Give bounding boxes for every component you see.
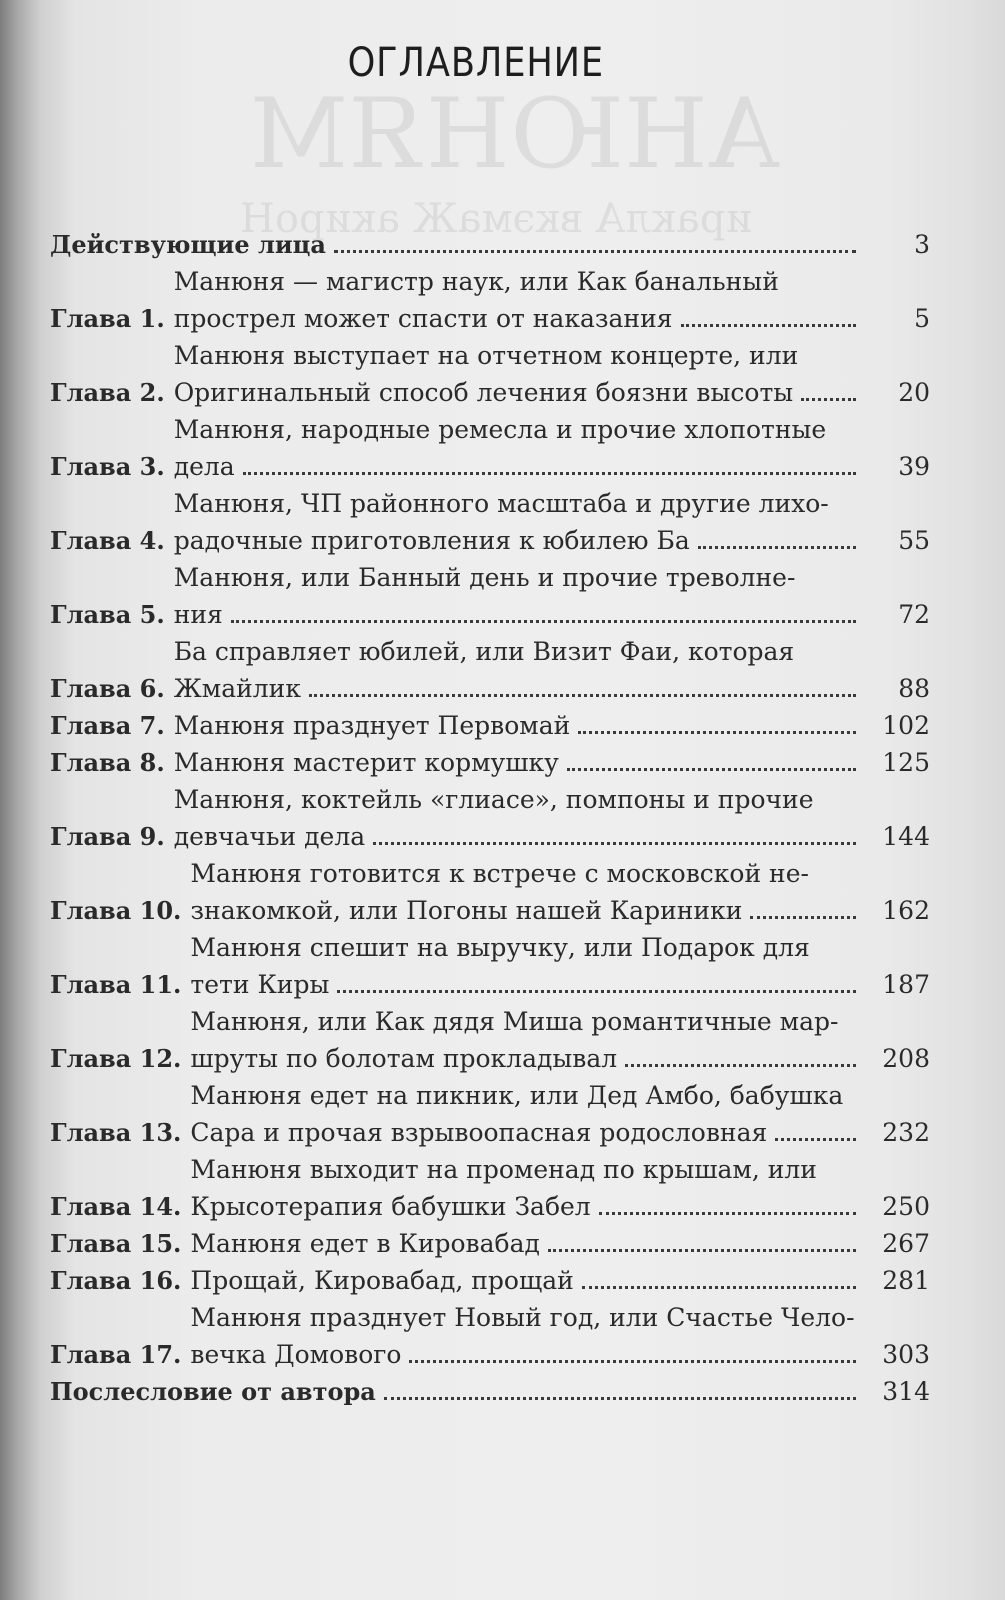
page-number: 267 (882, 1229, 930, 1258)
entry-title-line: Действующие лица (50, 230, 326, 259)
entry-title-line: шруты по болотам прокладывал (190, 1044, 618, 1073)
entry-title-line: Манюня, или Банный день и прочие треволне- (173, 563, 796, 592)
page-number: 208 (882, 1044, 930, 1073)
entry-title-line: ния (173, 600, 223, 629)
entry-title-line: Крысотерапия бабушки Забел (190, 1192, 591, 1221)
entry-title-line: Манюня мастерит кормушку (173, 748, 559, 777)
entry-title-line: Ба справляет юбилей, или Визит Фаи, которая (173, 637, 795, 666)
entry-title-line: Манюня, или Как дядя Миша романтичные мар- (190, 1007, 839, 1036)
toc-entry (50, 226, 930, 263)
page-number: 281 (882, 1266, 930, 1295)
chapter-number: Глава 10. (50, 896, 182, 925)
entry-title-line: Манюня, коктейль «глиасе», помпоны и прочие (173, 785, 814, 814)
toc-entry (50, 855, 930, 929)
dot-leader (625, 1064, 856, 1067)
entry-title-line: Манюня празднует Первомай (173, 711, 571, 740)
entry-title-line: Манюня готовится к встрече с московской не- (190, 859, 809, 888)
page-number: 314 (882, 1377, 930, 1406)
toc-entry (50, 1225, 930, 1262)
chapter-number: Глава 8. (50, 748, 165, 777)
chapter-number: Глава 16. (50, 1266, 182, 1295)
table-of-contents (50, 226, 930, 1410)
chapter-number: Глава 17. (50, 1340, 182, 1369)
chapter-number: Глава 15. (50, 1229, 182, 1258)
toc-entry (50, 929, 930, 1003)
entry-title-line: Жмайлик (173, 674, 301, 703)
page-number: 303 (882, 1340, 930, 1369)
toc-entry (50, 744, 930, 781)
chapter-number: Глава 14. (50, 1192, 182, 1221)
toc-entry (50, 1373, 930, 1410)
page-number: 88 (898, 674, 930, 703)
dot-leader (373, 842, 856, 845)
entry-title-line: знакомкой, или Погоны нашей Кариники (190, 896, 743, 925)
toc-entry (50, 707, 930, 744)
dot-leader (681, 324, 856, 327)
chapter-number: Глава 2. (50, 378, 165, 407)
page-number: 102 (882, 711, 930, 740)
entry-title-line: вечка Домового (190, 1340, 402, 1369)
chapter-number: Глава 4. (50, 526, 165, 555)
page-number: 20 (898, 378, 930, 407)
dot-leader (334, 250, 856, 253)
page-number: 232 (882, 1118, 930, 1147)
show-through-small: ираклА вкэмаЖ акироН (240, 196, 753, 242)
dot-leader (582, 1286, 856, 1289)
page-number: 55 (898, 526, 930, 555)
dot-leader (409, 1360, 856, 1363)
toc-entry (50, 1262, 930, 1299)
entry-title-line: Манюня, народные ремесла и прочие хлопотные (173, 415, 827, 444)
entry-title-line: Манюня выходит на променад по крышам, или (190, 1155, 817, 1184)
entry-title-line: Прощай, Кировабад, прощай (190, 1266, 574, 1295)
entry-title-line: радочные приготовления к юбилею Ба (173, 526, 690, 555)
dot-leader (243, 472, 856, 475)
page-number: 187 (882, 970, 930, 999)
entry-title-line: Манюня едет на пикник, или Дед Амбо, бабушка (190, 1081, 844, 1110)
dot-leader (599, 1212, 856, 1215)
entry-title-line: девчачьи дела (173, 822, 366, 851)
chapter-number: Глава 9. (50, 822, 165, 851)
dot-leader (384, 1397, 856, 1400)
page-number: 250 (882, 1192, 930, 1221)
page-number: 72 (898, 600, 930, 629)
entry-title-line: Манюня спешит на выручку, или Подарок для (190, 933, 810, 962)
toc-entry (50, 485, 930, 559)
toc-entry (50, 559, 930, 633)
dot-leader (698, 546, 856, 549)
chapter-number: Глава 13. (50, 1118, 182, 1147)
entry-title-line: Манюня празднует Новый год, или Счастье Чело- (190, 1303, 855, 1332)
page-number: 39 (898, 452, 930, 481)
entry-title-line: прострел может спасти от наказания (173, 304, 673, 333)
chapter-number: Глава 11. (50, 970, 182, 999)
dot-leader (750, 916, 856, 919)
entry-title-line: Оригинальный способ лечения боязни высоты (173, 378, 794, 407)
dot-leader (548, 1249, 856, 1252)
entry-title-line: Манюня — магистр наук, или Как банальный (173, 267, 779, 296)
dot-leader (309, 694, 856, 697)
toc-entry (50, 1077, 930, 1151)
entry-title-line: Послесловие от автора (50, 1377, 376, 1406)
toc-entry (50, 411, 930, 485)
entry-title-line: Манюня выступает на отчетном концерте, или (173, 341, 799, 370)
page-number: 5 (914, 304, 930, 333)
entry-title-line: Сара и прочая взрывоопасная родословная (190, 1118, 768, 1147)
chapter-number: Глава 12. (50, 1044, 182, 1073)
entry-title-line: тети Киры (190, 970, 330, 999)
toc-entry (50, 781, 930, 855)
toc-entry (50, 1003, 930, 1077)
dot-leader (231, 620, 856, 623)
toc-entry (50, 337, 930, 411)
chapter-number: Глава 1. (50, 304, 165, 333)
chapter-number: Глава 5. (50, 600, 165, 629)
dot-leader (337, 990, 856, 993)
page-number: 162 (882, 896, 930, 925)
entry-title-line: дела (173, 452, 235, 481)
toc-entry (50, 1151, 930, 1225)
entry-title-line: Манюня, ЧП районного масштаба и другие лихо- (173, 489, 829, 518)
page-number: 3 (914, 230, 930, 259)
chapter-number: Глава 3. (50, 452, 165, 481)
toc-entry (50, 633, 930, 707)
page-number: 144 (882, 822, 930, 851)
dot-leader (801, 398, 856, 401)
show-through-large: АНЮНЯМ (250, 78, 781, 190)
dot-leader (578, 731, 856, 734)
toc-entry (50, 1299, 930, 1373)
page-title: ОГЛАВЛЕНИЕ (347, 40, 605, 86)
chapter-number: Глава 7. (50, 711, 165, 740)
dot-leader (775, 1138, 856, 1141)
entry-title-line: Манюня едет в Кировабад (190, 1229, 540, 1258)
dot-leader (567, 768, 856, 771)
chapter-number: Глава 6. (50, 674, 165, 703)
page-number: 125 (882, 748, 930, 777)
toc-entry (50, 263, 930, 337)
